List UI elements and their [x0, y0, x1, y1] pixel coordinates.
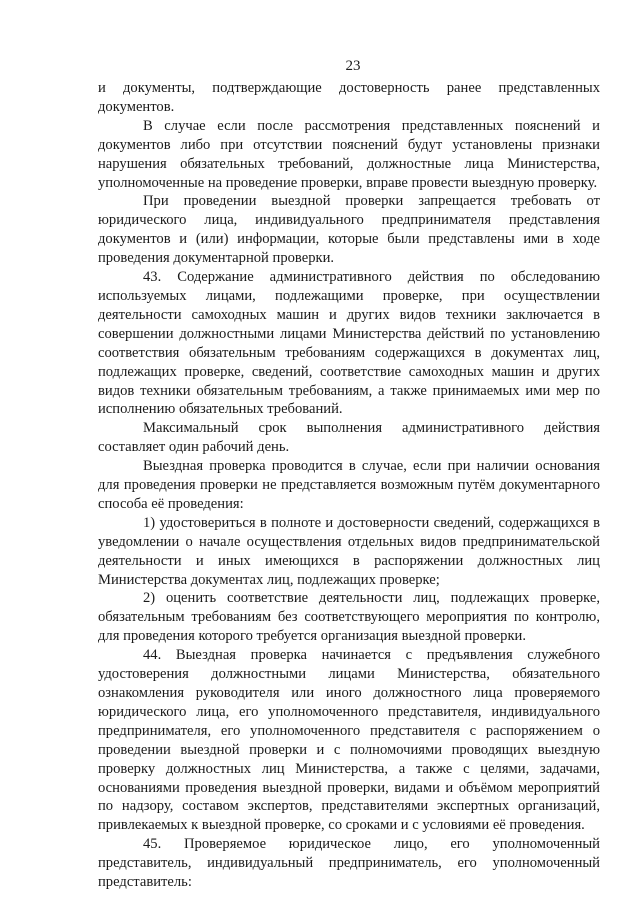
list-item-1: 1) удостовериться в полноте и достоверности сведений, содержащихся в уведомлении о начале осуществления отдельных видов предпринимательской деятельности и иных имеющихся в распоряжении должностных лиц Министерства документах лиц, подлежащих проверке; [98, 514, 600, 588]
paragraph-continuation: и документы, подтверждающие достоверность ранее представленных документов. [98, 80, 600, 115]
paragraph-43: 43. Содержание административного действия по обследованию используемых лицами, подлежащими проверке, при осуществлении деятельности самоходных машин и других видов техники заключается в совершении должностными лицами Министерства действий по установлению соответствия обязательным требованиям содержащихся в документах лиц, подлежащих проверке, сведений, соответствие самоходных машин и других видов техники обязательным требованиям, а также принимаемых ими мер по исполнению обязательных требований. [98, 269, 600, 418]
paragraph-45: 45. Проверяемое юридическое лицо, его уполномоченный представитель, индивидуальный предприниматель, его уполномоченный представитель: [98, 836, 600, 891]
paragraph-prohibition: При проведении выездной проверки запрещается требовать от юридического лица, индивидуального предпринимателя представления документов и (или) информации, которые были представлены ими в ходе проведения документарной проверки. [98, 193, 600, 267]
paragraph-max-term: Максимальный срок выполнения административного действия составляет один рабочий день. [98, 420, 600, 456]
page-number: 23 [345, 58, 361, 74]
paragraph-explanations-violations: В случае если после рассмотрения представленных пояснений и документов либо при отсутствии пояснений будут установлены признаки нарушения обязательных требований, должностные лица Министерства, уполномоченные на проведение проверки, вправе провести выездную проверку. [98, 117, 600, 191]
paragraph-onsite-conditions: Выездная проверка проводится в случае, если при наличии основания для проведения проверки не представляется возможным путём документарного способа её проведения: [98, 458, 600, 512]
paragraph-44: 44. Выездная проверка начинается с предъявления служебного удостоверения должностными лицами Министерства, обязательного ознакомления руководителя или иного должностного лица проверяемого юридического лица, его уполномоченного представителя, индивидуального предпринимателя, его уполномоченного представителя с распоряжением о проведении выездной проверки и с полномочиями проводящих выездную проверку должностных лиц Министерства, а также с целями, задачами, основаниями проведения выездной проверки, видами и объёмом мероприятий по надзору, составом экспертов, представителями экспертных организаций, привлекаемых к выездной проверке, со сроками и с условиями её проведения. [98, 647, 600, 834]
list-item-2: 2) оценить соответствие деятельности лиц, подлежащих проверке, обязательным требованиям без соответствующего мероприятия по контролю, для проведения которого требуется организация выездной проверки. [98, 590, 600, 645]
